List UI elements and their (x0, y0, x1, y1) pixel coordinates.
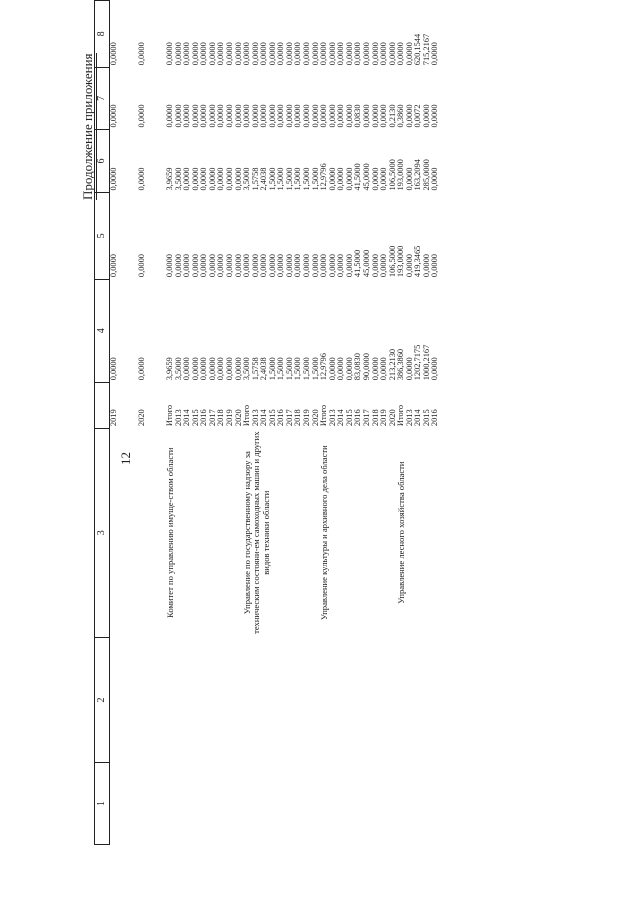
empty-cell (320, 763, 329, 845)
value-cell: 0,0000 (233, 357, 243, 381)
value-cell: 1,5000 (267, 357, 277, 381)
year-cell: Итого (165, 404, 174, 427)
value-cell: 0,0000 (310, 104, 320, 128)
value-cell: 12,9796 (319, 353, 329, 381)
value-cell: 0,0000 (199, 42, 209, 66)
value-cell: 12,9796 (319, 163, 329, 191)
value-cell: 0,0000 (430, 357, 440, 381)
value-cell: 0,0000 (216, 104, 226, 128)
empty-cell (166, 637, 175, 762)
value-cell: 0,0000 (327, 104, 337, 128)
value-cell: 163,2094 (413, 159, 423, 191)
value-cell: 1,5000 (310, 357, 320, 381)
value-cell: 0,0000 (327, 42, 337, 66)
empty-cell (269, 637, 278, 762)
value-cell: 3,5000 (173, 357, 183, 381)
empty-cell (217, 637, 226, 762)
empty-cell (294, 763, 303, 845)
table-row (431, 1, 440, 845)
value-cell: 0,0000 (404, 42, 414, 66)
empty-cell (320, 637, 329, 762)
column-number: 8 (95, 1, 110, 68)
value-cell: 0,0000 (319, 42, 329, 66)
value-cell: 0,0000 (165, 254, 174, 278)
value-cell: 193,0000 (396, 159, 406, 191)
value-cell: 0,0000 (216, 167, 226, 191)
value-cell: 0,0000 (109, 104, 118, 128)
empty-cell (110, 428, 139, 637)
empty-cell (397, 763, 406, 845)
year-cell: 2013 (327, 409, 337, 427)
column-number: 1 (95, 763, 110, 845)
year-cell: 2014 (182, 409, 192, 427)
year-cell: 2016 (353, 409, 363, 427)
value-cell: 1,5000 (267, 167, 277, 191)
empty-cell (192, 637, 201, 762)
value-cell: 213,2130 (387, 348, 397, 381)
empty-cell (397, 637, 406, 762)
value-cell: 0,0000 (259, 254, 269, 278)
value-cell: 45,0000 (361, 249, 371, 278)
year-cell: 2018 (370, 409, 380, 427)
value-cell: 193,0000 (396, 245, 406, 278)
value-cell: 0,0000 (199, 167, 209, 191)
value-cell: 0,0000 (430, 42, 440, 66)
value-cell: 0,0000 (344, 42, 354, 66)
value-cell: 0,0000 (370, 167, 380, 191)
value-cell: 0,0000 (276, 42, 286, 66)
column-number (95, 382, 110, 428)
value-cell: 0,0000 (310, 254, 320, 278)
value-cell: 0,0000 (190, 357, 200, 381)
empty-cell (110, 637, 139, 762)
value-cell: 0,0000 (242, 254, 252, 278)
value-cell: 0,0000 (109, 167, 118, 191)
empty-cell (372, 763, 381, 845)
value-cell: 0,0000 (173, 254, 183, 278)
year-cell: 2019 (302, 409, 311, 427)
empty-cell (183, 763, 192, 845)
value-cell: 1,5758 (250, 167, 260, 191)
empty-cell (286, 637, 295, 762)
value-cell: 1202,7175 (413, 344, 423, 381)
value-cell: 0,0000 (327, 254, 337, 278)
value-cell: 386,3860 (396, 348, 406, 381)
value-cell: 0,0000 (259, 42, 269, 66)
empty-cell (209, 637, 218, 762)
value-cell: 0,0000 (284, 104, 294, 128)
value-cell: 0,0000 (190, 254, 200, 278)
empty-cell (138, 763, 166, 845)
empty-cell (337, 637, 346, 762)
year-cell: Итого (242, 404, 252, 427)
empty-cell (303, 763, 312, 845)
empty-cell (226, 763, 235, 845)
value-cell: 45,0000 (361, 163, 371, 191)
value-cell: 0,0000 (190, 167, 200, 191)
value-cell: 620,1544 (413, 33, 423, 66)
empty-cell (406, 637, 415, 762)
value-cell: 1,5000 (276, 357, 286, 381)
value-cell: 3,9659 (165, 357, 174, 381)
empty-cell (329, 637, 338, 762)
responsible-executor: Комитет по управлению имуще-ством области (165, 447, 175, 618)
value-cell: 0,0000 (302, 254, 311, 278)
value-cell: 0,0000 (284, 254, 294, 278)
value-cell: 0,0000 (199, 357, 209, 381)
value-cell: 0,0000 (207, 357, 217, 381)
empty-cell (138, 428, 166, 637)
value-cell: 1,5000 (284, 357, 294, 381)
empty-cell (286, 763, 295, 845)
value-cell: 0,0072 (413, 104, 423, 128)
value-cell: 0,0000 (259, 104, 269, 128)
value-cell: 0,0000 (182, 104, 192, 128)
empty-cell (217, 763, 226, 845)
value-cell: 0,0000 (336, 167, 346, 191)
year-cell: 2020 (387, 409, 397, 427)
value-cell: 0,0000 (216, 42, 226, 66)
value-cell: 0,0000 (137, 42, 146, 66)
empty-cell (235, 763, 244, 845)
value-cell: 0,0000 (207, 254, 217, 278)
year-cell: 2015 (267, 409, 277, 427)
value-cell: 0,0000 (224, 357, 234, 381)
value-cell: 0,0830 (353, 104, 363, 128)
responsible-executor: Управление культуры и архивного дела области (319, 445, 330, 621)
year-cell: 2015 (190, 409, 200, 427)
value-cell: 3,5000 (173, 167, 183, 191)
value-cell: 1,5758 (250, 357, 260, 381)
value-cell: 0,0000 (242, 42, 252, 66)
table-body (110, 1, 441, 845)
year-cell: 2020 (233, 409, 243, 427)
value-cell: 0,0000 (224, 254, 234, 278)
value-cell: 0,0000 (361, 42, 371, 66)
value-cell: 0,0000 (109, 42, 118, 66)
value-cell: 0,0000 (242, 104, 252, 128)
value-cell: 0,0000 (396, 42, 406, 66)
year-cell: 2014 (259, 409, 269, 427)
value-cell: 0,0000 (207, 42, 217, 66)
empty-cell (312, 763, 321, 845)
empty-cell (277, 763, 286, 845)
year-cell: 2016 (430, 409, 440, 427)
value-cell: 0,0000 (137, 167, 146, 191)
value-cell: 0,0000 (233, 254, 243, 278)
year-cell: 2019 (224, 409, 234, 427)
value-cell: 0,0000 (404, 104, 414, 128)
empty-cell (372, 637, 381, 762)
empty-cell (166, 763, 175, 845)
table-row (138, 1, 166, 845)
column-number: 7 (95, 67, 110, 129)
column-number: 6 (95, 129, 110, 192)
empty-cell (303, 637, 312, 762)
empty-cell (406, 763, 415, 845)
empty-cell (200, 763, 209, 845)
year-cell: 2017 (361, 409, 371, 427)
empty-cell (175, 763, 184, 845)
empty-cell (423, 763, 432, 845)
value-cell: 41,5000 (353, 163, 363, 191)
value-cell: 0,0000 (233, 104, 243, 128)
empty-cell (260, 637, 269, 762)
empty-cell (209, 763, 218, 845)
empty-cell (354, 763, 363, 845)
empty-cell (252, 763, 261, 845)
year-cell: 2013 (250, 409, 260, 427)
value-cell: 0,0000 (250, 104, 260, 128)
empty-cell (423, 637, 432, 762)
value-cell: 0,0000 (182, 254, 192, 278)
value-cell: 0,0000 (207, 104, 217, 128)
value-cell: 0,0000 (430, 104, 440, 128)
year-cell: 2014 (413, 409, 423, 427)
value-cell: 0,0000 (199, 104, 209, 128)
empty-cell (329, 763, 338, 845)
value-cell: 106,5000 (387, 159, 397, 191)
value-cell: 0,0000 (310, 42, 320, 66)
value-cell: 0,0000 (370, 42, 380, 66)
value-cell: 0,0000 (233, 42, 243, 66)
table-row (110, 1, 139, 845)
responsible-executor: Управление лесного хозяйства области (396, 461, 407, 604)
value-cell: 0,0000 (379, 254, 389, 278)
value-cell: 0,0000 (173, 104, 183, 128)
value-cell: 0,0000 (361, 104, 371, 128)
value-cell: 3,9659 (165, 167, 174, 191)
empty-cell (312, 637, 321, 762)
empty-cell (363, 763, 372, 845)
value-cell: 0,0000 (404, 357, 414, 381)
value-cell: 1,5000 (293, 357, 303, 381)
value-cell: 0,2130 (387, 104, 397, 128)
value-cell: 0,0000 (336, 254, 346, 278)
value-cell: 0,0000 (109, 357, 118, 381)
empty-cell (277, 637, 286, 762)
value-cell: 0,0000 (190, 42, 200, 66)
value-cell: 0,0000 (276, 104, 286, 128)
empty-cell (337, 763, 346, 845)
empty-cell (431, 637, 440, 762)
year-cell: 2018 (216, 409, 226, 427)
value-cell: 0,0000 (182, 357, 192, 381)
year-cell: 2019 (379, 409, 389, 427)
empty-cell (346, 763, 355, 845)
empty-cell (389, 763, 398, 845)
empty-cell (346, 637, 355, 762)
column-number-row (95, 1, 110, 845)
empty-cell (414, 637, 423, 762)
empty-cell (260, 763, 269, 845)
value-cell: 0,0000 (173, 42, 183, 66)
value-cell: 0,0000 (216, 357, 226, 381)
empty-cell (380, 637, 389, 762)
year-cell: 2016 (199, 409, 209, 427)
value-cell: 0,0000 (199, 254, 209, 278)
empty-cell (200, 637, 209, 762)
value-cell: 0,0000 (182, 167, 192, 191)
value-cell: 0,0000 (370, 104, 380, 128)
value-cell: 0,0000 (137, 104, 146, 128)
value-cell: 0,3860 (396, 104, 406, 128)
value-cell: 0,0000 (370, 357, 380, 381)
value-cell: 0,0000 (336, 357, 346, 381)
value-cell: 0,0000 (267, 254, 277, 278)
value-cell: 419,3465 (413, 245, 423, 278)
value-cell: 0,0000 (421, 104, 431, 128)
value-cell: 0,0000 (379, 42, 389, 66)
value-cell: 0,0000 (404, 254, 414, 278)
page-caption: Продолжение приложения (80, 53, 95, 200)
value-cell: 0,0000 (276, 254, 286, 278)
empty-cell (363, 637, 372, 762)
budget-table (94, 0, 440, 845)
column-number: 3 (95, 428, 110, 637)
year-cell: 2013 (404, 409, 414, 427)
value-cell: 0,0000 (224, 167, 234, 191)
empty-cell (252, 637, 261, 762)
value-cell: 0,0000 (293, 42, 303, 66)
value-cell: 0,0000 (137, 357, 146, 381)
value-cell: 0,0000 (182, 42, 192, 66)
value-cell: 0,0000 (344, 167, 354, 191)
value-cell: 285,0000 (421, 159, 431, 191)
year-cell: 2018 (293, 409, 303, 427)
column-number: 5 (95, 193, 110, 280)
year-cell: 2015 (344, 409, 354, 427)
empty-cell (380, 763, 389, 845)
empty-cell (175, 637, 184, 762)
column-number: 2 (95, 637, 110, 762)
value-cell: 1,5000 (302, 357, 311, 381)
empty-cell (243, 637, 252, 762)
empty-cell (389, 637, 398, 762)
value-cell: 0,0000 (165, 42, 174, 66)
value-cell: 0,0000 (233, 167, 243, 191)
value-cell: 0,0000 (344, 254, 354, 278)
empty-cell (138, 637, 166, 762)
empty-cell (431, 763, 440, 845)
value-cell: 0,0000 (293, 104, 303, 128)
responsible-executor: Управление по государственному надзору за техническим состояни-ем самоходных машин и других видов техники области (242, 431, 271, 634)
value-cell: 0,0000 (421, 254, 431, 278)
empty-cell (183, 637, 192, 762)
value-cell: 2,4038 (259, 357, 269, 381)
value-cell: 0,0000 (267, 42, 277, 66)
value-cell: 0,0000 (379, 357, 389, 381)
empty-cell (414, 763, 423, 845)
value-cell: 0,0000 (216, 254, 226, 278)
year-cell: 2017 (207, 409, 217, 427)
value-cell: 3,5000 (242, 167, 252, 191)
value-cell: 90,0000 (361, 353, 371, 381)
year-cell: 2016 (276, 409, 286, 427)
empty-cell (243, 763, 252, 845)
value-cell: 3,5000 (242, 357, 252, 381)
value-cell: 0,0000 (344, 104, 354, 128)
value-cell: 0,0000 (336, 42, 346, 66)
value-cell: 0,0000 (319, 254, 329, 278)
value-cell: 0,0000 (137, 254, 146, 278)
value-cell: 83,0830 (353, 353, 363, 381)
empty-cell (110, 763, 139, 845)
year-cell: Итого (396, 404, 406, 427)
value-cell: 715,2167 (421, 33, 431, 66)
value-cell: 1000,2167 (421, 344, 431, 381)
value-cell: 1,5000 (302, 167, 311, 191)
year-cell: 2017 (284, 409, 294, 427)
year-cell: Итого (319, 404, 329, 427)
value-cell: 0,0000 (109, 254, 118, 278)
value-cell: 0,0000 (284, 42, 294, 66)
year-cell: 2014 (336, 409, 346, 427)
value-cell: 106,5000 (387, 245, 397, 278)
empty-cell (269, 763, 278, 845)
value-cell: 0,0000 (250, 254, 260, 278)
value-cell: 1,5000 (276, 167, 286, 191)
value-cell: 0,0000 (302, 104, 311, 128)
empty-cell (226, 637, 235, 762)
year-cell: 2015 (421, 409, 431, 427)
value-cell: 0,0000 (267, 104, 277, 128)
value-cell: 1,5000 (310, 167, 320, 191)
value-cell: 0,0000 (430, 254, 440, 278)
value-cell: 1,5000 (284, 167, 294, 191)
value-cell: 0,0000 (165, 104, 174, 128)
value-cell: 0,0000 (302, 42, 311, 66)
value-cell: 0,0000 (250, 42, 260, 66)
value-cell: 0,0000 (327, 357, 337, 381)
value-cell: 0,0000 (190, 104, 200, 128)
value-cell: 1,5000 (293, 167, 303, 191)
value-cell: 0,0000 (327, 167, 337, 191)
page-number: 12 (118, 452, 133, 465)
year-cell: 2013 (173, 409, 183, 427)
value-cell: 0,0000 (387, 42, 397, 66)
value-cell: 0,0000 (379, 104, 389, 128)
value-cell: 0,0000 (430, 167, 440, 191)
empty-cell (192, 763, 201, 845)
value-cell: 0,0000 (224, 104, 234, 128)
value-cell: 41,5000 (353, 249, 363, 278)
year-cell: 2020 (137, 409, 146, 427)
empty-cell (235, 637, 244, 762)
column-number: 4 (95, 279, 110, 382)
value-cell: 0,0000 (404, 167, 414, 191)
empty-cell (354, 637, 363, 762)
year-cell: 2020 (310, 409, 320, 427)
value-cell: 0,0000 (353, 42, 363, 66)
value-cell: 0,0000 (224, 42, 234, 66)
value-cell: 0,0000 (370, 254, 380, 278)
value-cell: 2,4038 (259, 167, 269, 191)
value-cell: 0,0000 (293, 254, 303, 278)
year-cell: 2019 (109, 409, 118, 427)
value-cell: 0,0000 (379, 167, 389, 191)
value-cell: 0,0000 (336, 104, 346, 128)
value-cell: 0,0000 (319, 104, 329, 128)
value-cell: 0,0000 (344, 357, 354, 381)
empty-cell (294, 637, 303, 762)
value-cell: 0,0000 (207, 167, 217, 191)
